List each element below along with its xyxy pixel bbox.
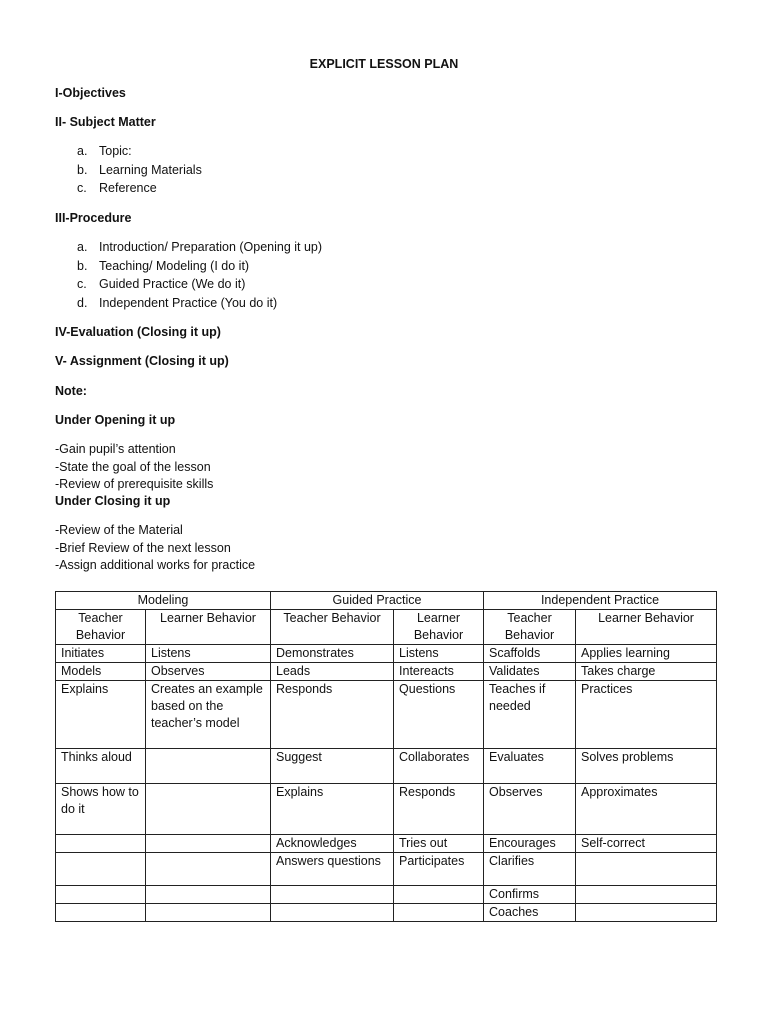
table-cell: Answers questions [271,853,394,886]
table-row [56,853,717,886]
column-header: Teacher Behavior [56,610,146,645]
table-cell: Listens [146,645,271,663]
table-cell: Models [56,663,146,681]
table-cell: Thinks aloud [56,749,146,784]
table-cell: Explains [271,784,394,835]
table-row [56,749,717,784]
list-item: b. Teaching/ Modeling (I do it) [77,258,250,273]
table-cell [146,853,271,886]
column-header: Teacher Behavior [484,610,576,645]
table-cell: Leads [271,663,394,681]
table-cell: Initiates [56,645,146,663]
column-header: Learner Behavior [394,610,484,645]
page-title: EXPLICIT LESSON PLAN [309,57,459,71]
table-cell: Creates an example based on the teacher’s model [146,681,271,749]
table-cell [271,886,394,904]
table-cell: Intereacts [394,663,484,681]
procedure-list [77,238,322,313]
table-cell: Confirms [484,886,576,904]
table-cell: Observes [146,663,271,681]
subject-matter-list [77,142,202,198]
table-cell [576,904,717,922]
note-line: -Gain pupil’s attention [55,442,176,456]
note-line: -State the goal of the lesson [55,459,211,474]
table-row [56,904,717,922]
table-cell: Tries out [394,835,484,853]
table-cell: Solves problems [576,749,717,784]
table-cell [146,749,271,784]
table-subheader-row [56,610,717,645]
table-cell: Collaborates [394,749,484,784]
table-cell [146,835,271,853]
opening-notes [55,441,213,494]
behavior-table [55,591,717,922]
table-cell: Questions [394,681,484,749]
table-cell [576,853,717,886]
table-cell [56,853,146,886]
procedure-heading: III-Procedure [55,211,132,225]
table-cell [576,886,717,904]
table-cell [271,904,394,922]
table-cell: Observes [484,784,576,835]
closing-notes [55,522,255,575]
table-cell: Acknowledges [271,835,394,853]
table-cell: Evaluates [484,749,576,784]
table-row [56,663,717,681]
table-cell: Explains [56,681,146,749]
group-header-guided-practice: Guided Practice [271,592,484,610]
table-cell [146,886,271,904]
table-cell: Responds [271,681,394,749]
group-header-independent-practice: Independent Practice [484,592,717,610]
table-cell [394,904,484,922]
table-group-header-row [56,592,717,610]
table-cell: Coaches [484,904,576,922]
note-line: -Review of the Material [55,523,183,537]
column-header: Learner Behavior [576,610,717,645]
table-cell: Demonstrates [271,645,394,663]
list-item: c. Reference [77,181,157,196]
list-item: d. Independent Practice (You do it) [77,296,278,311]
evaluation-heading: IV-Evaluation (Closing it up) [55,325,221,339]
table-cell: Applies learning [576,645,717,663]
note-line: -Assign additional works for practice [55,558,256,572]
table-cell [56,886,146,904]
table-cell: Encourages [484,835,576,853]
table-cell: Responds [394,784,484,835]
list-item: c. Guided Practice (We do it) [77,277,246,292]
table-row [56,784,717,835]
subject-matter-heading: II- Subject Matter [55,115,156,129]
list-item: a. Topic: [77,144,132,158]
table-cell [146,784,271,835]
assignment-heading: V- Assignment (Closing it up) [55,354,229,368]
table-cell: Takes charge [576,663,717,681]
table-cell [146,904,271,922]
closing-heading: Under Closing it up [55,494,171,508]
column-header: Teacher Behavior [271,610,394,645]
table-cell: Practices [576,681,717,749]
table-cell: Listens [394,645,484,663]
column-header: Learner Behavior [146,610,271,645]
table-cell: Shows how to do it [56,784,146,835]
table-cell: Validates [484,663,576,681]
table-cell: Approximates [576,784,717,835]
table-cell: Clarifies [484,853,576,886]
table-cell [56,835,146,853]
objectives-heading: I-Objectives [55,86,126,100]
table-cell: Teaches if needed [484,681,576,749]
table-cell: Participates [394,853,484,886]
group-header-modeling: Modeling [56,592,271,610]
list-item: a. Introduction/ Preparation (Opening it up) [77,240,323,254]
table-row [56,835,717,853]
list-item: b. Learning Materials [77,162,202,177]
note-heading: Note: [55,384,87,398]
table-cell: Self-correct [576,835,717,853]
table-cell: Scaffolds [484,645,576,663]
opening-heading: Under Opening it up [55,413,176,427]
note-line: -Review of prerequisite skills [55,477,214,491]
table-cell: Suggest [271,749,394,784]
table-row [56,681,717,749]
table-cell [394,886,484,904]
note-line: -Brief Review of the next lesson [55,540,231,555]
table-row [56,886,717,904]
table-cell [56,904,146,922]
table-row [56,645,717,663]
